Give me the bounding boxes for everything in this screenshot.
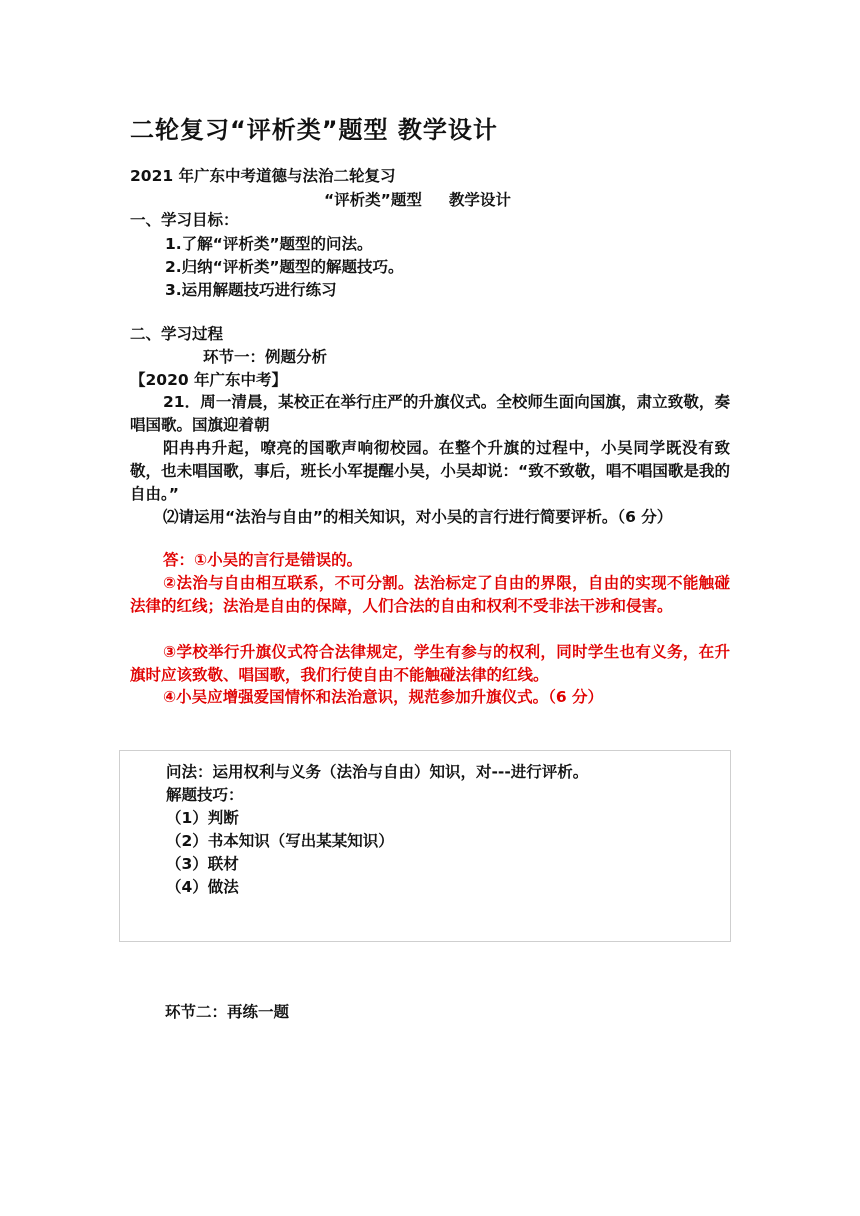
subtitle-line-2: “评析类”题型 教学设计 (324, 191, 511, 209)
objective-item: 3.运用解题技巧进行练习 (165, 281, 337, 299)
section2-heading: 二、学习过程 (130, 325, 224, 343)
box-tip-item: （2）书本知识（写出某某知识） (166, 832, 394, 850)
question-paragraph-2: 阳冉冉升起，嘹亮的国歌声响彻校园。在整个升旗的过程中，小吴同学既没有致敬，也未唱国歌，事后，班长小军提醒小吴，小吴却说：“致不致敬，唱不唱国歌是我的自由。” (130, 439, 730, 503)
document-title: 二轮复习“评析类”题型 教学设计 (130, 116, 498, 144)
objective-item: 2.归纳“评析类”题型的解题技巧。 (165, 258, 404, 276)
section1-heading: 一、学习目标： (130, 211, 239, 229)
answer-line: ②法治与自由相互联系，不可分割。法治标定了自由的界限，自由的实现不能触碰法律的红线；法治是自由的保障，人们合法的自由和权利不受非法干涉和侵害。 (130, 574, 730, 615)
question-paragraph-3: ⑵请运用“法治与自由”的相关知识，对小吴的言行进行简要评析。（6 分） (163, 508, 673, 526)
step2-heading: 环节二：再练一题 (165, 1003, 290, 1021)
question-paragraph-1: 21．周一清晨，某校正在举行庄严的升旗仪式。全校师生面向国旗，肃立致敬，奏唱国歌。国旗迎着朝 (130, 393, 730, 434)
box-tips-heading: 解题技巧： (166, 786, 244, 804)
answer-line: 答：①小吴的言行是错误的。 (163, 551, 363, 569)
answer-line: ④小吴应增强爱国情怀和法治意识，规范参加升旗仪式。（6 分） (163, 688, 604, 706)
objective-item: 1.了解“评析类”题型的问法。 (165, 235, 373, 253)
answer-line: ③学校举行升旗仪式符合法律规定，学生有参与的权利，同时学生也有义务，在升旗时应该致敬、唱国歌，我们行使自由不能触碰法律的红线。 (130, 643, 730, 684)
question-source: 【2020 年广东中考】 (130, 371, 288, 389)
box-tip-item: （4）做法 (166, 878, 239, 896)
step1-heading: 环节一：例题分析 (203, 348, 328, 366)
box-ask: 问法：运用权利与义务（法治与自由）知识，对---进行评析。 (166, 763, 589, 781)
box-tip-item: （3）联材 (166, 855, 239, 873)
method-box (119, 750, 731, 942)
subtitle-line-1: 2021 年广东中考道德与法治二轮复习 (130, 167, 396, 185)
box-tip-item: （1）判断 (166, 809, 239, 827)
